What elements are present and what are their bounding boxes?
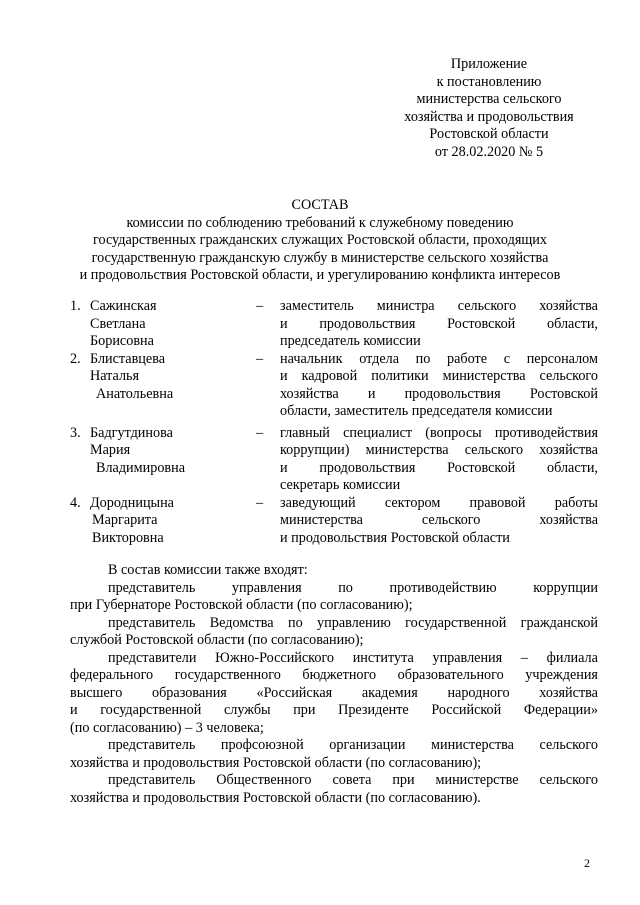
role-word: министерства	[365, 442, 449, 458]
role-word: политики	[371, 368, 429, 384]
role-word: и продовольствия Ростовской области	[280, 529, 510, 546]
also-line	[70, 772, 598, 790]
role-word: хозяйства	[280, 385, 339, 402]
member-dash: –	[256, 298, 264, 314]
member-role-line	[280, 333, 598, 351]
also-word: Южно-Российского	[215, 649, 335, 666]
role-word: области,	[546, 315, 598, 332]
also-intro	[70, 562, 598, 580]
member-name-line: Светлана	[90, 315, 146, 332]
role-word: и	[280, 315, 288, 332]
role-word: продовольствия	[404, 385, 501, 402]
also-word: по	[338, 579, 353, 596]
role-word: персоналом	[526, 350, 598, 367]
also-word: хозяйства	[539, 684, 598, 701]
also-line	[70, 615, 598, 633]
member-name-line: Сажинская	[90, 298, 157, 314]
also-word: при Губернаторе Ростовской области (по согласованию);	[70, 597, 413, 613]
role-word: по	[415, 350, 431, 367]
member-name-line: Маргарита	[92, 512, 158, 528]
member-role-line	[280, 512, 598, 530]
member-role-line	[280, 460, 598, 478]
also-word: Ведомства	[209, 614, 274, 631]
also-word: сельского	[539, 737, 598, 753]
role-word: и	[280, 459, 288, 476]
member-role	[280, 351, 598, 421]
also-word: федерального	[70, 667, 154, 683]
role-word: сельского	[464, 442, 524, 458]
member-name	[90, 495, 245, 548]
role-word: сельского	[539, 368, 598, 384]
role-word: специалист	[343, 424, 413, 441]
role-word: коррупции)	[280, 442, 350, 458]
appendix-line: к постановлению	[436, 73, 542, 90]
also-word: Общественного	[216, 772, 312, 788]
also-word: министерстве	[435, 772, 519, 788]
member-role-line	[280, 298, 598, 316]
also-word: представитель	[108, 772, 196, 788]
also-word: противодействию	[389, 579, 497, 596]
also-section	[70, 562, 598, 807]
also-word: государственной	[100, 702, 202, 718]
member-role	[280, 298, 598, 351]
role-word: заместитель	[280, 298, 354, 314]
also-word: Федерации»	[523, 702, 598, 718]
appendix-line: министерства сельского	[416, 91, 562, 107]
appendix-block	[380, 56, 598, 161]
also-line	[70, 737, 598, 755]
member-name	[90, 298, 245, 351]
member-role-line	[280, 477, 598, 495]
also-word: образования	[152, 684, 227, 701]
also-word: (по согласованию) – 3 человека;	[70, 719, 264, 736]
also-line	[70, 720, 598, 738]
member-role-line	[280, 316, 598, 334]
also-word: при	[392, 772, 415, 788]
role-word: работы	[554, 494, 598, 511]
also-word: управлению	[317, 614, 391, 631]
member-dash: –	[256, 494, 264, 511]
also-word: представитель	[108, 737, 196, 753]
also-line	[70, 685, 598, 703]
role-word: продовольствия	[319, 315, 416, 332]
member-number: 4.	[70, 494, 81, 511]
member-name-line: Борисовна	[90, 333, 154, 349]
also-word: народного	[447, 684, 510, 701]
role-word: противодействия	[494, 424, 598, 441]
role-word: кадровой	[301, 368, 358, 384]
member-name-line: Анатольевна	[96, 385, 174, 402]
members-list	[70, 298, 600, 547]
role-word: сельского	[457, 298, 517, 314]
role-word: заведующий	[280, 494, 356, 511]
also-word: учреждения	[525, 667, 598, 683]
also-word: академия	[361, 684, 418, 701]
also-word: гражданской	[520, 614, 598, 631]
role-word: и	[367, 385, 376, 402]
also-word: представители	[108, 649, 197, 666]
member-name-line: Блиставцева	[90, 350, 165, 367]
title-line: комиссии по соблюдению требований к служебному поведению	[126, 214, 514, 231]
title-line: государственных гражданских служащих Ростовской области, проходящих	[93, 232, 547, 248]
also-word: государственного	[174, 667, 281, 683]
member-number: 2.	[70, 350, 81, 367]
member-role-line	[280, 368, 598, 386]
member-row	[70, 298, 600, 351]
member-role-line	[280, 403, 598, 421]
appendix-line: Приложение	[450, 56, 528, 72]
member-role-line	[280, 425, 598, 443]
member-name-line: Мария	[90, 442, 131, 458]
role-word: начальник	[280, 350, 343, 367]
title-line: государственную гражданскую службу в министерстве сельского хозяйства	[91, 249, 549, 266]
also-word: Президенте	[338, 702, 409, 718]
member-role-line	[280, 442, 598, 460]
member-name	[90, 425, 245, 478]
role-word: министерства	[280, 512, 363, 528]
member-number: 1.	[70, 298, 81, 314]
also-word: службы	[223, 702, 271, 718]
also-word: организации	[329, 737, 406, 753]
role-word: министра	[376, 298, 435, 314]
member-row	[70, 425, 600, 495]
role-word: правовой	[469, 494, 526, 511]
also-word: института	[352, 649, 414, 666]
also-word: и	[70, 702, 78, 718]
role-word: Ростовской	[447, 315, 516, 332]
also-intro-text: В состав комиссии также входят:	[108, 562, 308, 578]
also-line	[70, 632, 598, 650]
role-word: хозяйства	[539, 298, 598, 314]
member-role	[280, 425, 598, 495]
member-name-line: Наталья	[90, 368, 140, 384]
also-word: министерства	[431, 737, 514, 753]
role-word: секретарь комиссии	[280, 477, 401, 493]
member-dash: –	[256, 350, 264, 367]
role-word: области,	[546, 459, 598, 476]
role-word: хозяйства	[539, 512, 598, 528]
role-word: и	[280, 368, 288, 384]
also-word: службой Ростовской области (по согласованию);	[70, 632, 364, 648]
also-word: филиала	[546, 649, 598, 666]
role-word: председатель комиссии	[280, 333, 421, 349]
member-name-line: Бадгутдинова	[90, 424, 173, 441]
also-word: при	[293, 702, 316, 718]
also-word: бюджетного	[302, 667, 377, 683]
role-word: главный	[280, 424, 330, 441]
also-word: государственной	[405, 614, 507, 631]
also-word: «Российская	[256, 684, 333, 701]
also-word: совета	[332, 772, 372, 788]
also-line	[70, 650, 598, 668]
role-word: (вопросы	[425, 424, 482, 441]
member-role	[280, 495, 598, 548]
title-block	[0, 197, 640, 285]
also-word: управления	[432, 649, 503, 666]
also-word: хозяйства и продовольствия Ростовской области (по согласованию).	[70, 789, 481, 806]
role-word: Ростовской	[447, 459, 516, 476]
also-word: по	[287, 614, 303, 631]
also-line	[70, 580, 598, 598]
also-line	[70, 790, 598, 808]
also-word: представитель	[108, 579, 196, 596]
role-word: отдела	[359, 350, 399, 367]
member-name	[90, 351, 245, 404]
member-role-line	[280, 351, 598, 369]
member-role-line	[280, 530, 598, 548]
also-word: образовательного	[397, 667, 504, 683]
also-word: сельского	[539, 772, 598, 788]
role-word: работе	[447, 350, 488, 367]
member-row	[70, 495, 600, 548]
appendix-line: от 28.02.2020 № 5	[434, 143, 544, 160]
member-number: 3.	[70, 424, 81, 441]
also-line	[70, 702, 598, 720]
also-word: профсоюзной	[220, 737, 304, 753]
member-name-line: Дородницына	[90, 494, 174, 511]
document-heading: СОСТАВ	[291, 197, 349, 213]
also-word: коррупции	[533, 579, 598, 596]
member-name-line: Викторовна	[92, 529, 164, 546]
appendix-line: хозяйства и продовольствия	[404, 108, 574, 125]
appendix-line: Ростовской области	[429, 126, 549, 142]
role-word: продовольствия	[319, 459, 416, 476]
role-word: с	[503, 350, 511, 367]
page-number: 2	[584, 856, 590, 870]
also-word: управления	[231, 579, 302, 596]
member-role-line	[280, 386, 598, 404]
also-word: хозяйства и продовольствия Ростовской области (по согласованию);	[70, 754, 482, 771]
member-row	[70, 351, 600, 421]
also-word: представитель	[108, 614, 196, 631]
also-word: –	[520, 649, 528, 666]
member-dash: –	[256, 424, 264, 441]
role-word: сельского	[421, 512, 481, 528]
member-name-line: Владимировна	[96, 459, 185, 476]
role-word: министерства	[442, 368, 526, 384]
role-word: хозяйства	[539, 442, 598, 458]
role-word: области, заместитель председателя комиссии	[280, 403, 553, 419]
also-word: Российской	[431, 702, 502, 718]
also-line	[70, 755, 598, 773]
also-line	[70, 597, 598, 615]
role-word: Ростовской	[529, 385, 598, 402]
role-word: сектором	[384, 494, 441, 511]
also-line	[70, 667, 598, 685]
also-word: высшего	[70, 684, 123, 701]
member-role-line	[280, 495, 598, 513]
title-line: и продовольствия Ростовской области, и урегулированию конфликта интересов	[79, 267, 561, 283]
